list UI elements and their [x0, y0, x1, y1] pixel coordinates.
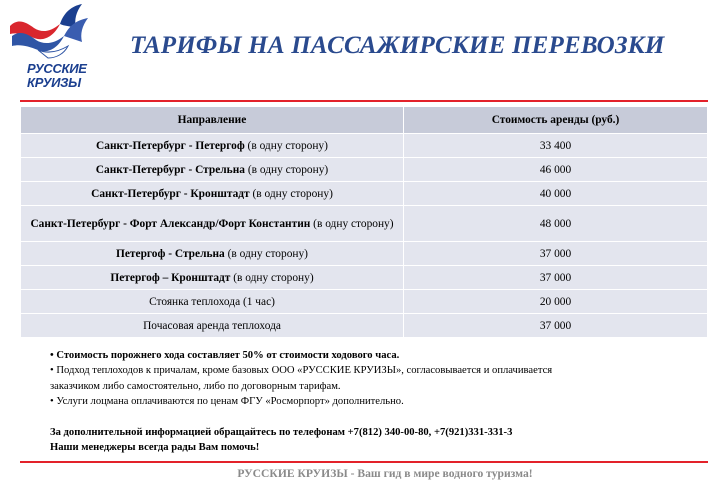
note-pilot: • Услуги лоцмана оплачиваются по ценам ФГУ «Росморпорт» дополнительно.	[50, 395, 404, 407]
table-row	[21, 314, 708, 338]
table-row	[21, 158, 708, 182]
logo	[4, 2, 124, 94]
bottom-divider	[20, 461, 708, 463]
price-cell: 33 400	[404, 134, 708, 158]
price-cell: 37 000	[404, 266, 708, 290]
contact-phones: За дополнительной информацией обращайтесь по телефонам +7(812) 340-00-80, +7(921)331-331-3	[50, 427, 513, 438]
table-row	[21, 242, 708, 266]
header-price: Стоимость аренды (руб.)	[404, 107, 708, 134]
table-row	[21, 182, 708, 206]
table-row	[21, 290, 708, 314]
footer-text: РУССКИЕ КРУИЗЫ - Ваш гид в мире водного туризма!	[237, 467, 533, 480]
route-cell: Стоянка теплохода (1 час)	[21, 290, 404, 314]
price-cell: 40 000	[404, 182, 708, 206]
header-direction: Направление	[21, 107, 404, 134]
note-berths-line2: заказчиком либо самостоятельно, либо по договорным тарифам.	[50, 380, 341, 392]
notes-list	[50, 348, 700, 409]
table-row	[21, 266, 708, 290]
top-divider	[20, 100, 708, 102]
route-cell: Петергоф - Стрельна (в одну сторону)	[21, 242, 404, 266]
route-cell: Почасовая аренда теплохода	[21, 314, 404, 338]
logo-text-line2: КРУИЗЫ	[27, 75, 81, 90]
contact-slogan: Наши менеджеры всегда рады Вам помочь!	[50, 442, 260, 454]
note-berths-line1: • Подход теплоходов к причалам, кроме базовых ООО «РУССКИЕ КРУИЗЫ», согласовывается и оплачивается	[50, 365, 553, 377]
route-cell: Петергоф – Кронштадт (в одну сторону)	[21, 266, 404, 290]
price-cell: 46 000	[404, 158, 708, 182]
tariff-table	[20, 106, 708, 338]
route-cell: Санкт-Петербург - Кронштадт (в одну сторону)	[21, 182, 404, 206]
table-row	[21, 134, 708, 158]
note-empty-run: • Стоимость порожнего хода составляет 50% от стоимости ходового часа.	[50, 350, 400, 361]
price-cell: 37 000	[404, 314, 708, 338]
contact-info	[50, 425, 512, 456]
logo-text-line1: РУССКИЕ	[27, 61, 87, 76]
price-cell: 37 000	[404, 242, 708, 266]
route-cell: Санкт-Петербург - Петергоф (в одну сторону)	[21, 134, 404, 158]
price-cell: 20 000	[404, 290, 708, 314]
page-title: ТАРИФЫ НА ПАССАЖИРСКИЕ ПЕРЕВОЗКИ	[130, 32, 665, 59]
table-header-row	[21, 107, 708, 134]
price-cell: 48 000	[404, 206, 708, 242]
table-row	[21, 206, 708, 242]
route-cell: Санкт-Петербург - Форт Александр/Форт Константин (в одну сторону)	[21, 206, 404, 242]
route-cell: Санкт-Петербург - Стрельна (в одну сторону)	[21, 158, 404, 182]
